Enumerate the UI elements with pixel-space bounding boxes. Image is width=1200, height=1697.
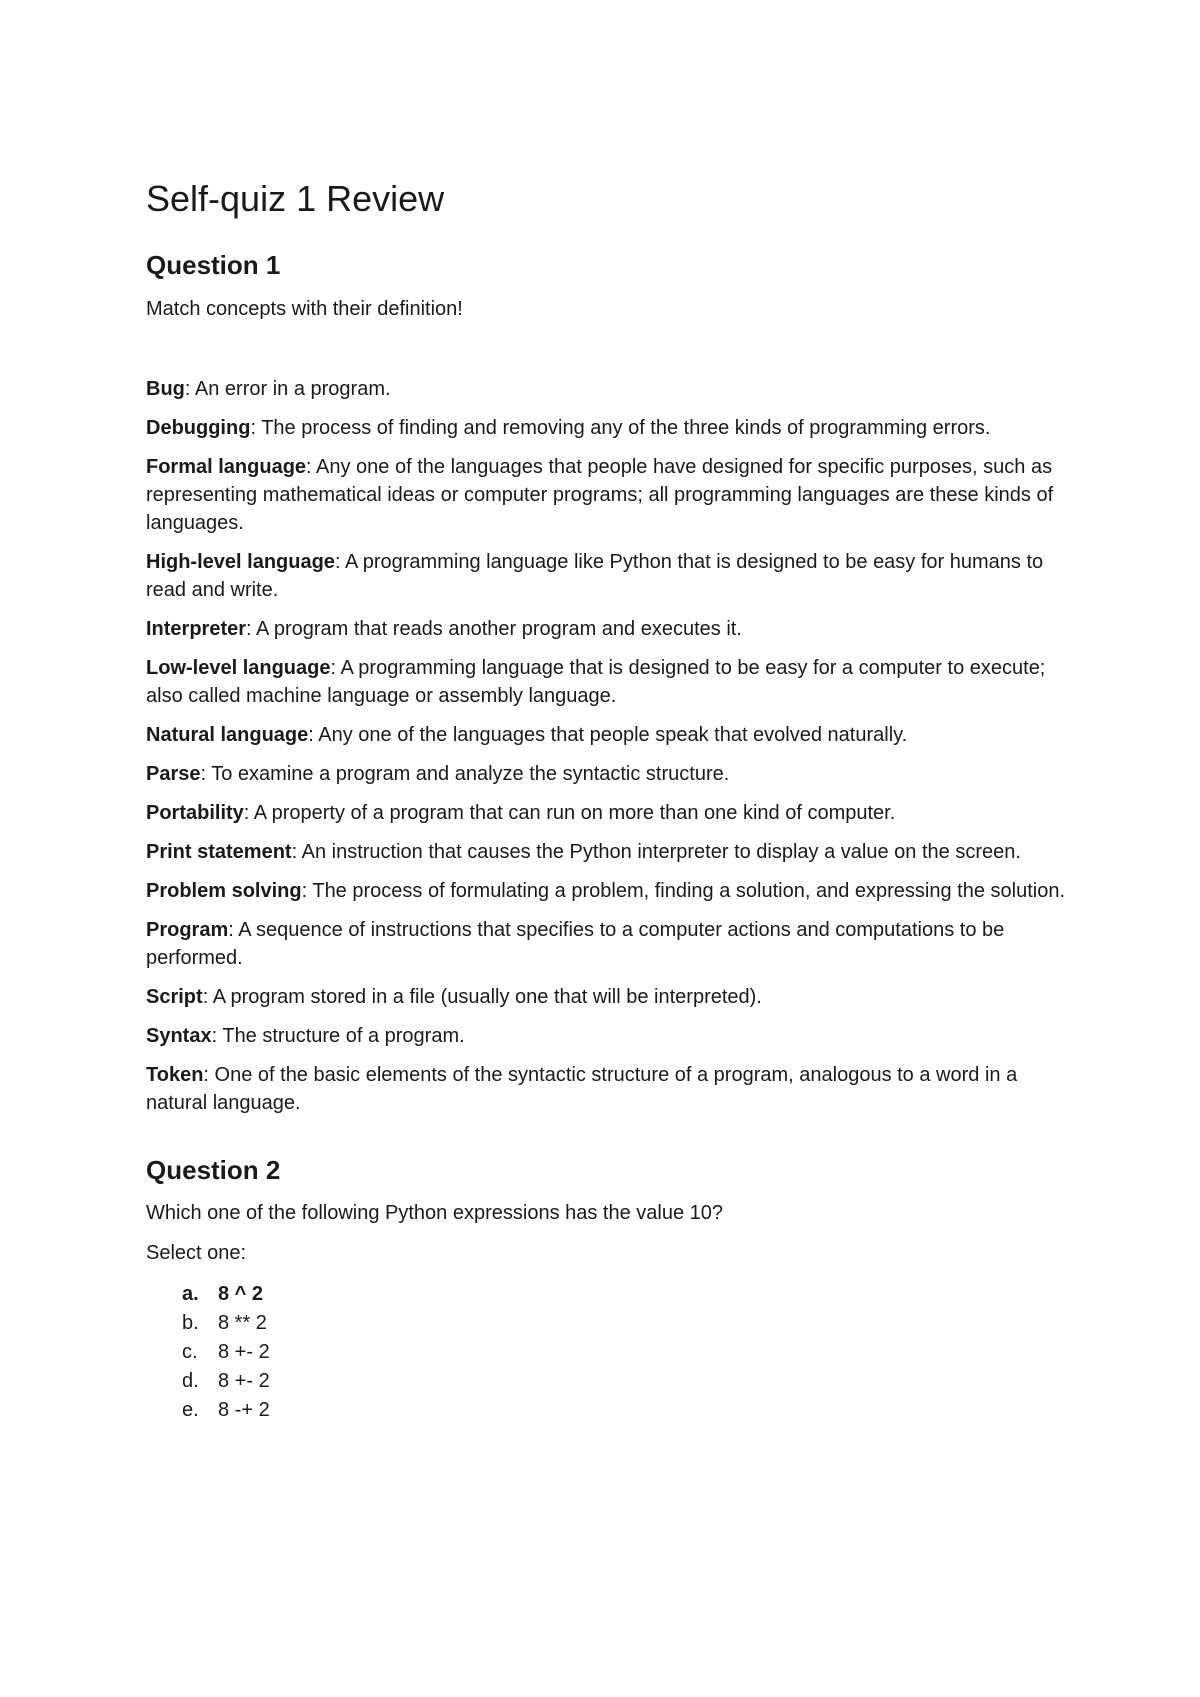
definition-text: : A program stored in a file (usually one that will be interpreted). — [202, 986, 762, 1009]
option-text: 8 ^ 2 — [218, 1282, 264, 1305]
question-2-heading: Question 2 — [146, 1155, 281, 1186]
option-text: 8 +- 2 — [218, 1340, 270, 1363]
definition-item — [146, 983, 1071, 1011]
definition-term: Low-level language — [146, 657, 331, 680]
question-1-prompt: Match concepts with their definition! — [146, 297, 463, 320]
option-letter: a. — [182, 1282, 199, 1305]
definition-term: Problem solving — [146, 880, 302, 903]
definition-item — [146, 877, 1071, 905]
definition-text: : An error in a program. — [184, 378, 391, 401]
answer-option-c[interactable] — [182, 1338, 1071, 1367]
definition-term: Portability — [146, 802, 244, 825]
option-text: 8 ** 2 — [218, 1311, 267, 1334]
definition-text: : The process of formulating a problem, finding a solution, and expressing the solution. — [301, 880, 1066, 903]
definition-term: Interpreter — [146, 618, 247, 641]
definition-text: : An instruction that causes the Python interpreter to display a value on the screen. — [291, 841, 1021, 864]
option-text: 8 -+ 2 — [218, 1398, 270, 1421]
option-letter: e. — [182, 1398, 199, 1421]
definition-text: : The structure of a program. — [211, 1025, 465, 1048]
definition-text: : A programming language that is designed to be easy for a computer to execute; also called machine language or assembly language. — [146, 657, 1046, 708]
document-page — [146, 178, 1071, 1425]
definition-term: Bug — [146, 378, 185, 401]
option-letter: d. — [182, 1369, 199, 1392]
definition-text: : Any one of the languages that people have designed for specific purposes, such as representing mathematical ideas or computer programs; all programming languages are these kinds of languages. — [146, 456, 1054, 535]
definition-item — [146, 414, 1071, 442]
definition-item — [146, 615, 1071, 643]
definition-text: : A sequence of instructions that specifies to a computer actions and computations to be performed. — [146, 919, 1005, 970]
answer-options — [182, 1280, 1071, 1425]
definition-term: Formal language — [146, 456, 307, 479]
definition-item — [146, 1022, 1071, 1050]
document-title: Self-quiz 1 Review — [146, 178, 445, 219]
definitions-list — [146, 375, 1071, 1117]
definition-term: Natural language — [146, 724, 309, 747]
answer-option-e[interactable] — [182, 1396, 1071, 1425]
option-letter: c. — [182, 1340, 198, 1363]
definition-term: Program — [146, 919, 229, 942]
definition-item — [146, 548, 1071, 604]
definition-term: Parse — [146, 763, 201, 786]
definition-item — [146, 1061, 1071, 1117]
definition-term: Print statement — [146, 841, 292, 864]
answer-option-b[interactable] — [182, 1309, 1071, 1338]
definition-text: : A property of a program that can run on more than one kind of computer. — [243, 802, 896, 825]
question-2-section — [146, 1155, 1071, 1424]
definition-text: : One of the basic elements of the syntactic structure of a program, analogous to a word in a natural language. — [146, 1064, 1018, 1115]
definition-item — [146, 654, 1071, 710]
definition-item — [146, 916, 1071, 972]
definition-text: : Any one of the languages that people speak that evolved naturally. — [308, 724, 908, 747]
option-letter: b. — [182, 1311, 199, 1334]
answer-option-a[interactable] — [182, 1280, 1071, 1309]
definition-item — [146, 375, 1071, 403]
definition-text: : The process of finding and removing any of the three kinds of programming errors. — [250, 417, 991, 440]
definition-text: : A programming language like Python that is designed to be easy for humans to read and write. — [146, 551, 1044, 602]
definition-item — [146, 799, 1071, 827]
question-1-heading: Question 1 — [146, 250, 281, 281]
question-2-instruction: Select one: — [146, 1241, 247, 1264]
definition-text: : To examine a program and analyze the syntactic structure. — [200, 763, 730, 786]
definition-term: Syntax — [146, 1025, 212, 1048]
question-2-prompt: Which one of the following Python expressions has the value 10? — [146, 1202, 724, 1225]
definition-item — [146, 721, 1071, 749]
definition-term: Token — [146, 1064, 204, 1087]
definition-term: High-level language — [146, 551, 335, 574]
answer-option-d[interactable] — [182, 1367, 1071, 1396]
question-1-section — [146, 250, 1071, 1117]
definition-item — [146, 760, 1071, 788]
definition-term: Script — [146, 986, 203, 1009]
definition-text: : A program that reads another program and executes it. — [246, 618, 742, 641]
option-text: 8 +- 2 — [218, 1369, 270, 1392]
definition-term: Debugging — [146, 417, 251, 440]
definition-item — [146, 838, 1071, 866]
definition-item — [146, 453, 1071, 537]
